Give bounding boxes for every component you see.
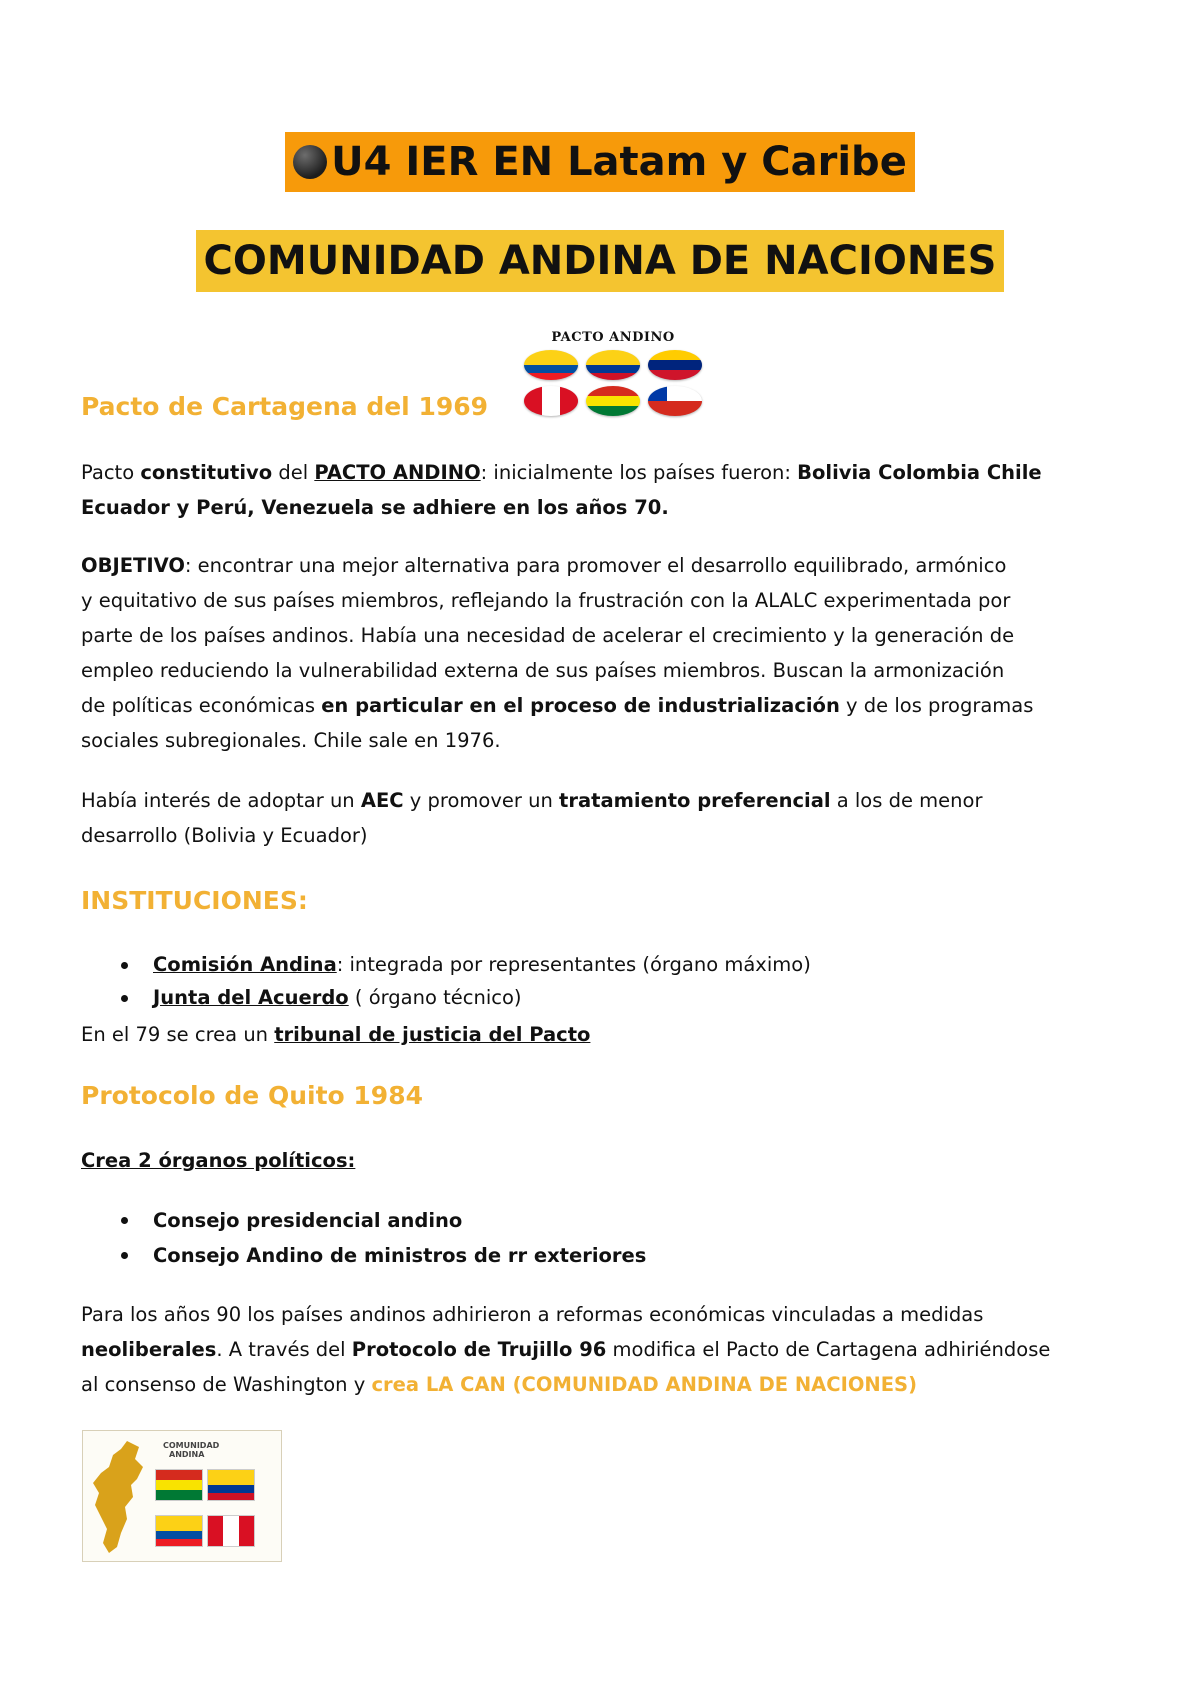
paragraph-line: desarrollo (Bolivia y Ecuador) — [81, 824, 368, 847]
junta-acuerdo-link: Junta del Acuerdo — [153, 986, 349, 1009]
bolivia-flag-icon — [586, 386, 640, 416]
section-heading-instituciones: INSTITUCIONES: — [81, 886, 308, 915]
comunidad-andina-logo — [82, 1430, 282, 1562]
text-run: En el 79 se crea un — [81, 1023, 275, 1046]
organos-list — [81, 1203, 1141, 1273]
list-item: Consejo Andino de ministros de rr exteriores — [81, 1238, 1141, 1273]
text-run: Pacto — [81, 461, 141, 484]
pacto-andino-link: PACTO ANDINO — [314, 461, 481, 484]
text-run: del — [272, 461, 315, 484]
text-run: modifica el Pacto de Cartagena adhiriéndose — [606, 1338, 1051, 1361]
doc-title-text: U4 IER EN Latam y Caribe — [331, 139, 907, 185]
list-item — [81, 981, 1141, 1014]
paragraph-line — [81, 1367, 1141, 1402]
ecuador-flag-icon — [524, 350, 578, 380]
pacto-andino-caption: PACTO ANDINO — [551, 330, 675, 345]
venezuela-flag-icon — [648, 350, 702, 380]
text-run-bold: AEC — [360, 789, 404, 812]
paragraph-line: parte de los países andinos. Había una necesidad de acelerar el crecimiento y la generación de — [81, 624, 1015, 647]
subtitle-row — [0, 230, 1200, 292]
colombia-flag-icon — [207, 1469, 255, 1501]
text-run: : encontrar una mejor alternativa para promover el desarrollo equilibrado, armónico — [184, 554, 1007, 577]
text-run-bold: tratamiento preferencial — [559, 789, 831, 812]
doc-title — [285, 132, 915, 192]
pacto-andino-logo — [520, 330, 706, 422]
text-run: ( órgano técnico) — [348, 986, 522, 1009]
paragraph-line — [81, 783, 1141, 818]
paragraph-line — [81, 688, 1141, 723]
text-run: al consenso de Washington y — [81, 1373, 372, 1396]
subheading-organos: Crea 2 órganos políticos: — [81, 1149, 356, 1172]
comision-andina-link: Comisión Andina — [153, 953, 337, 976]
chile-flag-icon — [648, 386, 702, 416]
text-run: . A través del — [216, 1338, 352, 1361]
paragraph-objetivo — [81, 548, 1141, 758]
text-run-bold: Bolivia Colombia Chile — [797, 461, 1042, 484]
text-run-bold: Protocolo de Trujillo 96 — [351, 1338, 607, 1361]
text-run: de políticas económicas — [81, 694, 322, 717]
text-run: y de los programas — [839, 694, 1034, 717]
title-row — [0, 132, 1200, 192]
paragraph-line: sociales subregionales. Chile sale en 1976. — [81, 729, 501, 752]
paragraph-line — [81, 1332, 1141, 1367]
text-run-bold: neoliberales — [81, 1338, 217, 1361]
tribunal-link: tribunal de justicia del Pacto — [274, 1023, 591, 1046]
black-circle-icon — [293, 145, 327, 179]
paragraph-line: Ecuador y Perú, Venezuela se adhiere en los años 70. — [81, 496, 669, 519]
ecuador-flag-icon — [155, 1515, 203, 1547]
text-run: : inicialmente los países fueron: — [480, 461, 798, 484]
instituciones-list — [81, 948, 1141, 1014]
objetivo-label: OBJETIVO — [81, 554, 185, 577]
paragraph-pacto-andino — [81, 455, 1141, 525]
tribunal-note — [81, 1017, 1141, 1052]
can-highlight: crea LA CAN (COMUNIDAD ANDINA DE NACIONES) — [371, 1373, 918, 1396]
andean-map-icon — [87, 1437, 157, 1557]
paragraph-anos-90 — [81, 1297, 1141, 1402]
bolivia-flag-icon — [155, 1469, 203, 1501]
text-run-bold: en particular en el proceso de industrialización — [321, 694, 840, 717]
text-run: Había interés de adoptar un — [81, 789, 361, 812]
paragraph-line: y equitativo de sus países miembros, reflejando la frustración con la ALALC experimentada por — [81, 589, 1011, 612]
doc-subtitle: COMUNIDAD ANDINA DE NACIONES — [196, 230, 1005, 292]
peru-flag-icon — [524, 386, 578, 416]
text-run: y promover un — [403, 789, 560, 812]
section-heading-pacto-cartagena: Pacto de Cartagena del 1969 — [81, 392, 489, 421]
paragraph-aec — [81, 783, 1141, 853]
paragraph-line — [81, 548, 1141, 583]
text-run-bold: constitutivo — [140, 461, 273, 484]
can-caption — [163, 1441, 219, 1459]
can-caption-line: COMUNIDAD — [163, 1441, 220, 1450]
list-item: Consejo presidencial andino — [81, 1203, 1141, 1238]
paragraph-line: Para los años 90 los países andinos adhirieron a reformas económicas vinculadas a medidas — [81, 1303, 984, 1326]
peru-flag-icon — [207, 1515, 255, 1547]
text-run: : integrada por representantes (órgano máximo) — [336, 953, 811, 976]
can-caption-line: ANDINA — [169, 1450, 205, 1459]
colombia-flag-icon — [586, 350, 640, 380]
paragraph-line — [81, 455, 1141, 490]
paragraph-line: empleo reduciendo la vulnerabilidad externa de sus países miembros. Buscan la armonización — [81, 659, 1005, 682]
section-heading-protocolo-quito: Protocolo de Quito 1984 — [81, 1081, 423, 1110]
list-item — [81, 948, 1141, 981]
text-run: a los de menor — [830, 789, 983, 812]
